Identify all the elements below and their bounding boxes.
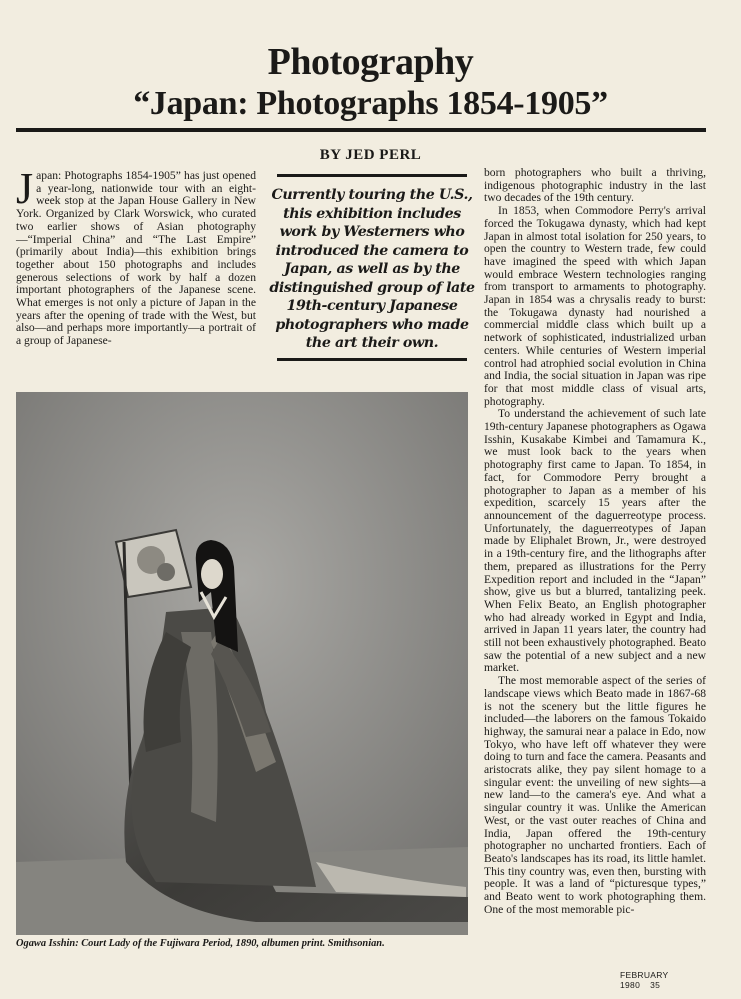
paragraph: born photographers who built a thriving, indigenous photographic industry in the last two decades of the 19th century. [484, 166, 706, 205]
page-number: 35 [650, 980, 661, 990]
paragraph: In 1853, when Commodore Perry's arrival forced the Tokugawa dynasty, which had kept Japan in almost total isolation for 250 years, to open the country to Western trade, few could have imagined the speed with which Japan would embrace Western technologies ranging from transport to armaments to photography. Japan in 1854 was a chrysalis ready to burst: the Tokugawa dynasty had nourished a commercial middle class which built up a network of sophisticated, industrialized urban centers. While centuries of Western imperial control had atrophied social evolution in China and India, the social situation in Japan was ripe for that most middle class of visual arts, photography. [484, 204, 706, 408]
column-1-text: apan: Photographs 1854-1905” has just opened a year-long, nationwide tour with an eight-week stop at the Japan House Gallery in New York. Organized by Clark Worswick, who curated two earlier shows of Asian photography—“Imperial China” and “The Last Empire” (primarily about India)—this exhibition brings together about 150 photographs and includes generous selections of work by half a dozen important photographers of the Japanese scene. What emerges is not only a picture of Japan in the years after the opening of trade with the West, but also—and perhaps more importantly—a portrait of a group of Japanese- [16, 169, 256, 348]
byline: BY JED PERL [319, 147, 422, 163]
page-footer [620, 970, 710, 990]
caption-text: Court Lady of the Fujiwara Period, 1890, albumen print. Smithsonian. [78, 938, 385, 949]
court-lady-photograph [16, 392, 468, 935]
article-column-2 [484, 167, 706, 916]
paragraph: The most memorable aspect of the series of landscape views which Beato made in 1867-68 is not the scenery but the little figures he included—the laborers on the famous Tokaido highway, the samurai near a palace in Edo, now Tokyo, who have left off whatever they were doing to turn and face the camera. Peasants and aristocrats alike, they pay silent homage to a singular event: the unveiling of new sights—a new land—to the camera's eye. And what a singular country it was. Unlike the American West, or the vast outer reaches of China and India, Japan offered the 19th-century photographer no uncharted frontiers. Each of Beato's landscapes has its road, its little hamlet. This tiny country was, even then, bursting with people. It was a land of “picturesque types,” and Beato went to work photographing them. One of the most memorable pic- [484, 674, 706, 916]
article-headline: “Japan: Photographs 1854-1905” [133, 85, 608, 122]
issue-date: FEBRUARY 1980 [620, 970, 669, 990]
paragraph: To understand the achievement of such late 19th-century Japanese photographers as Ogawa Isshin, Kusakabe Kimbei and Tamamura K., we must look back to the years when photography first came to Japan. To 1854, in fact, for Commodore Perry brought a photographer to Japan as a member of his expedition, scarcely 15 years after the announcement of the daguerreotype process. Unfortunately, the daguerreotypes of Japan made by Eliphalet Brown, Jr., were destroyed in a 19th-century fire, and the lithographs after them, prepared as illustrations for the Perry Expedition report and included in the “Japan” show, give us but a blurred, tantalizing peek. When Felix Beato, an English photographer who had already worked in Egypt and India, arrived in Japan 11 years later, the country had still not been exhaustively photographed. Beato saw the potential of a new subject and a new market. [484, 407, 706, 675]
pullquote-rule-bottom [277, 358, 467, 361]
drop-cap: J [16, 164, 34, 213]
headline-rule [16, 128, 706, 132]
caption-artist: Ogawa Isshin: [16, 938, 79, 949]
article-column-1 [16, 164, 256, 348]
photo-caption [16, 938, 476, 950]
section-title: Photography [267, 41, 474, 83]
pullquote-rule-top [277, 174, 467, 177]
pullquote: Currently touring the U.S., this exhibition includes work by Westerners who introduced the camera to Japan, as well as by the distinguished group of late 19th-century Japanese photographers who made the art their own. [269, 187, 475, 351]
photograph-illustration [16, 392, 468, 935]
